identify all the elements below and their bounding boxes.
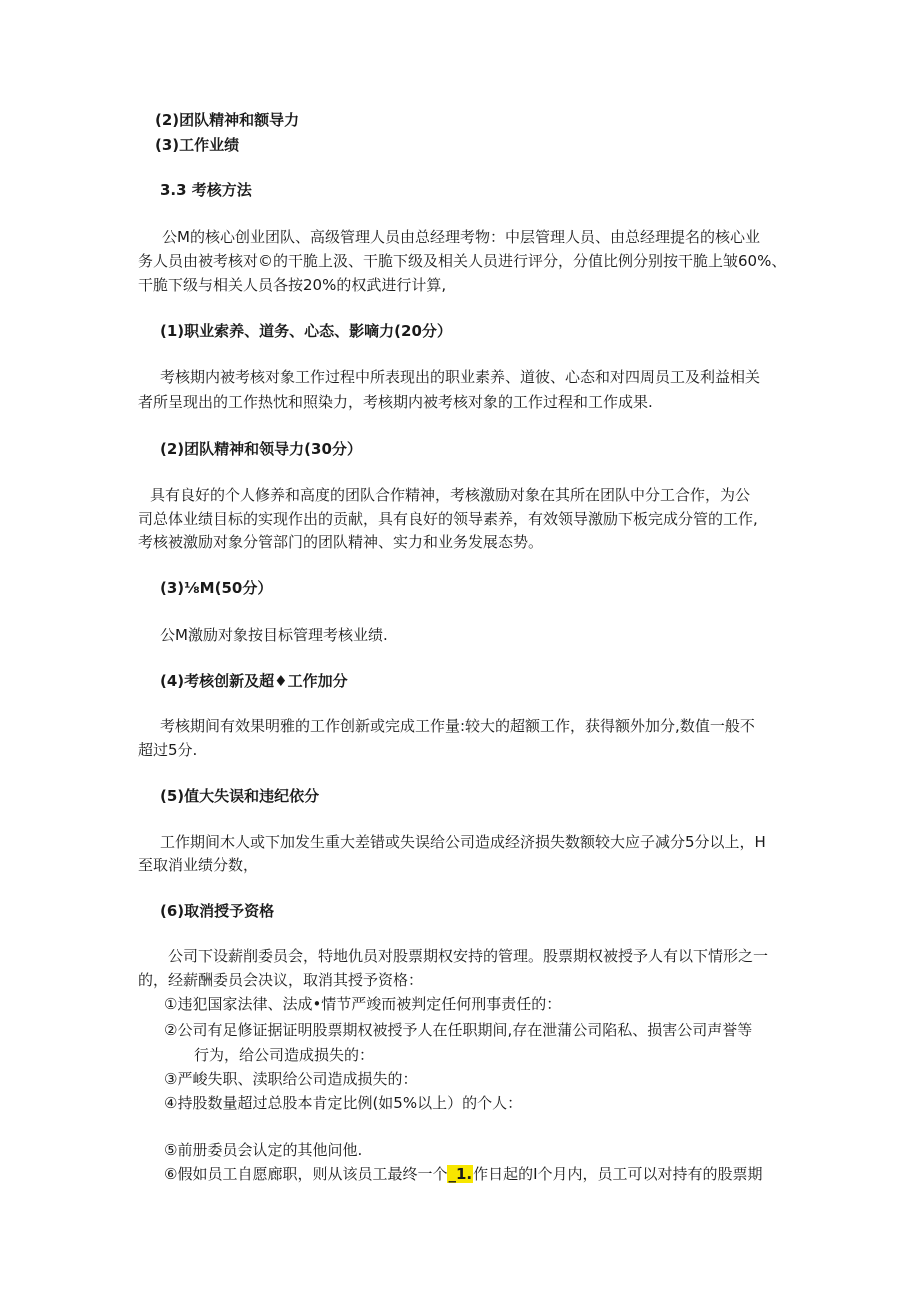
item-heading-innovation-bonus: (4)考核创新及超♦工作加分 xyxy=(160,672,348,690)
list-item: ②公司有足修证据证明股票期权被授予人在任职期间,存在泄蒲公司陷私、损害公司声誉等 xyxy=(164,1021,753,1039)
paragraph-line: 考核期内被考核对象工作过程中所表现出的职业素养、道彼、心态和对四周员工及利益相关 xyxy=(160,368,761,386)
list-item: ⑤前册委员会认定的其他问他. xyxy=(164,1141,363,1159)
section-heading-assessment-method: 3.3 考核方法 xyxy=(160,181,252,199)
paragraph-line: 公M激励对象按目标管理考核业绩. xyxy=(160,626,388,644)
item-heading-cancel-eligibility: (6)取消授予资格 xyxy=(160,902,275,920)
paragraph-line: 考核期间有效果明雅的工作创新或完成工作量:较大的超额工作，获得额外加分,数值一般不 xyxy=(160,717,755,735)
paragraph-line: 具有良好的个人修养和高度的团队合作精神，考核激励对象在其所在团队中分工合作，为公 xyxy=(150,486,751,504)
paragraph-line: 司总体业绩目标的实现作出的贡献，具有良好的领导素养，有效领导激励下板完成分管的工作, xyxy=(138,510,758,528)
paragraph-line: 公M的核心创业团队、高级管理人员由总经理考物：中层管理人员、由总经理提名的核心业 xyxy=(162,228,760,246)
item-heading-leadership: (2)团队精神和领导力(30分） xyxy=(160,440,362,458)
item-heading-major-errors: (5)值大失误和违纪依分 xyxy=(160,787,320,805)
paragraph-line: 工作期间木人或下加发生重大差错或失误给公司造成经济损失数额较大应子减分5分以上，H xyxy=(160,833,766,851)
paragraph-line: 考核被激励对象分管部门的团队精神、实力和业务发展态势。 xyxy=(138,533,544,551)
list-item-team-spirit: (2)团队精神和额导力 xyxy=(155,111,300,129)
list-item: ①违犯国家法律、法成•情节严竣而被判定任何刑事责任的： xyxy=(164,995,562,1013)
paragraph-line: 公司下设薪削委员会，特地仇员对股票期权安持的管理。股票期权被授予人有以下情形之一 xyxy=(168,947,769,965)
list-item-work-performance: (3)工作业绩 xyxy=(155,136,240,154)
highlighted-text: _1. xyxy=(448,1165,473,1183)
list-item xyxy=(164,1165,763,1183)
paragraph-line: 务人员由被考核对©的干脆上汲、干脆下级及相关人员进行评分，分值比例分别按干脆上皱60%、 xyxy=(138,252,787,270)
list-item-text-end: 作日起的I个月内，员工可以对持有的股票期 xyxy=(473,1165,763,1183)
list-item: ③严峻失职、渎职给公司造成损失的： xyxy=(164,1070,418,1088)
item-heading-professionalism: (1)职业索养、道务、心态、影嘀力(20分） xyxy=(160,322,452,340)
paragraph-line: 至取消业绩分数， xyxy=(138,856,259,874)
paragraph-line: 干脆下级与相关人员各按20%的权武进行计算, xyxy=(138,276,447,294)
paragraph-line: 的，经薪酬委员会决议，取消其授予资格： xyxy=(138,971,424,989)
item-heading-performance: (3)⅛M(50分） xyxy=(160,579,273,597)
list-item: ④持股数量超过总股本肯定比例(如5%以上）的个人： xyxy=(164,1094,523,1112)
paragraph-line: 者所呈现出的工作热忱和照染力，考核期内被考核对象的工作过程和工作成果. xyxy=(138,393,653,411)
paragraph-line: 超过5分. xyxy=(138,741,198,759)
list-item-text-start: ⑥假如员工自愿廊职，则从该员工最终一个 xyxy=(164,1165,448,1183)
list-item-continuation: 行为，给公司造成损失的： xyxy=(194,1046,375,1064)
